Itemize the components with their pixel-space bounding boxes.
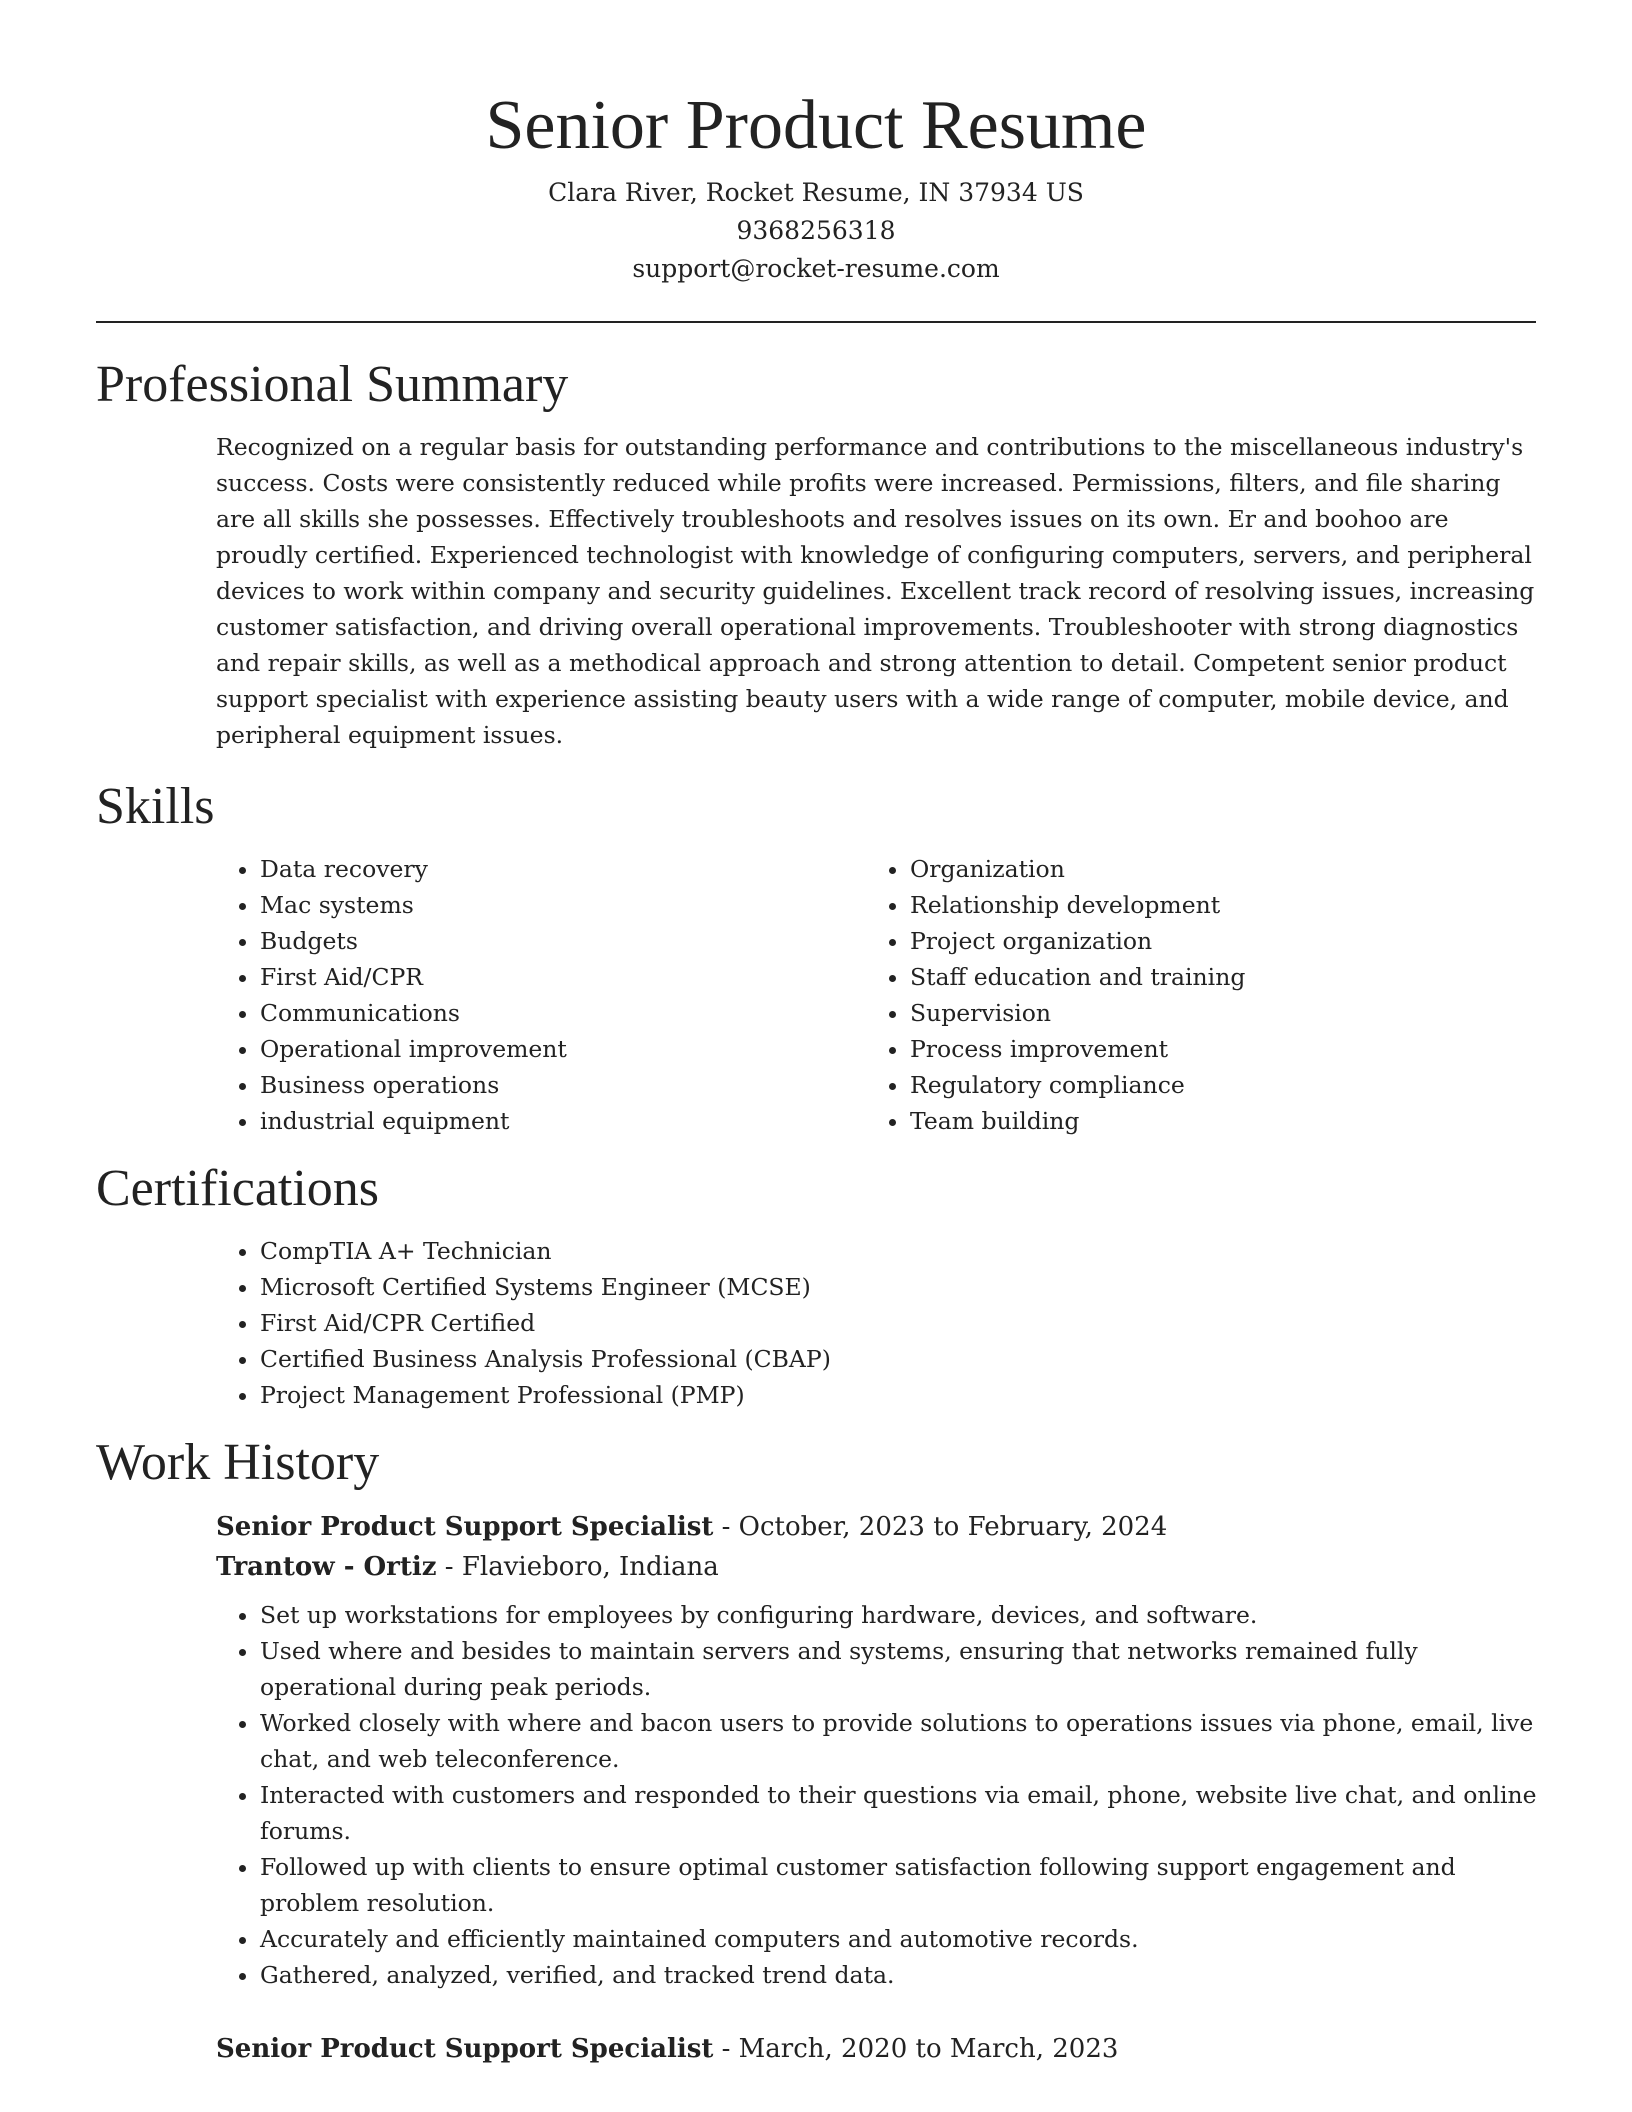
skill-item: • Budgets [260,923,866,959]
skill-item: • Mac systems [260,887,866,923]
job-company: Trantow - Ortiz [216,1552,437,1582]
job-entry [216,1507,1536,1993]
skill-item: • First Aid/CPR [260,959,866,995]
contact-info [96,174,1536,288]
contact-address: Clara River, Rocket Resume, IN 37934 US [548,178,1084,207]
skill-item: • Staff education and training [910,959,1516,995]
skill-item: • Business operations [260,1067,866,1103]
summary-heading: Professional Summary [96,356,569,413]
skill-item: • Relationship development [910,887,1516,923]
certification-item: • First Aid/CPR Certified [260,1305,1536,1341]
job-duty-item: • Used where and besides to maintain servers and systems, ensuring that networks remained fully operational during peak periods. [260,1633,1541,1705]
certification-item: • Microsoft Certified Systems Engineer (MCSE) [260,1269,1536,1305]
job-entry [216,2029,1536,2069]
skill-item: • Team building [910,1103,1516,1139]
job-title-line [216,1507,1536,1547]
job-duty-item: • Gathered, analyzed, verified, and tracked trend data. [260,1957,1541,1993]
job-duty-item: • Interacted with customers and responded to their questions via email, phone, website live chat, and online forums. [260,1777,1541,1849]
skill-item: • Communications [260,995,866,1031]
header-divider [96,321,1536,323]
skill-item: • Organization [910,851,1516,887]
skills-list-left [216,851,866,1139]
skill-item: • Process improvement [910,1031,1516,1067]
summary-text: Recognized on a regular basis for outstanding performance and contributions to the miscellaneous industry's success. Costs were consistently reduced while profits were increased. Permissions, filters, and file sharing are all skills she possesses. Effectively troubleshoots and resolves issues on its own. Er and boohoo are proudly certified. Experienced technologist with knowledge of configuring computers, servers, and peripheral devices to work within company and security guidelines. Excellent track record of resolving issues, increasing customer satisfaction, and driving overall operational improvements. Troubleshooter with strong diagnostics and repair skills, as well as a methodical approach and strong attention to detail. Competent senior product support specialist with experience assisting beauty users with a wide range of computer, mobile device, and peripheral equipment issues. [216,433,1535,749]
skill-item: • Operational improvement [260,1031,866,1067]
job-title: Senior Product Support Specialist [216,2034,714,2064]
certifications-heading: Certifications [96,1160,380,1217]
skill-item: • Regulatory compliance [910,1067,1516,1103]
resume-title: Senior Product Resume [485,87,1147,164]
certification-item: • CompTIA A+ Technician [260,1233,1536,1269]
job-location: - Flavieboro, Indiana [436,1552,719,1582]
certification-item: • Project Management Professional (PMP) [260,1377,1536,1413]
job-duty-item: • Accurately and efficiently maintained computers and automotive records. [260,1921,1541,1957]
certification-item: • Certified Business Analysis Professional (CBAP) [260,1341,1536,1377]
job-duty-item: • Worked closely with where and bacon users to provide solutions to operations issues via phone, email, live chat, and web teleconference. [260,1705,1541,1777]
skills-heading: Skills [96,778,215,835]
skills-list-right [866,851,1516,1139]
contact-phone: 9368256318 [736,216,896,245]
work-history-heading: Work History [96,1434,380,1491]
job-dates: - March, 2020 to March, 2023 [713,2034,1119,2064]
skill-item: • Project organization [910,923,1516,959]
job-duties-list [216,1597,1541,1993]
job-duty-item: • Followed up with clients to ensure optimal customer satisfaction following support engagement and problem resolution. [260,1849,1541,1921]
contact-email: support@rocket-resume.com [632,254,1000,283]
job-dates: - October, 2023 to February, 2024 [713,1512,1168,1542]
job-title: Senior Product Support Specialist [216,1512,714,1542]
skill-item: • industrial equipment [260,1103,866,1139]
job-duty-item: • Set up workstations for employees by configuring hardware, devices, and software. [260,1597,1541,1633]
job-company-line [216,1547,1536,1587]
certifications-list [216,1233,1536,1413]
job-title-line [216,2029,1536,2069]
skill-item: • Data recovery [260,851,866,887]
skills-columns [216,851,1536,1139]
resume-page [96,0,1536,2069]
skill-item: • Supervision [910,995,1516,1031]
